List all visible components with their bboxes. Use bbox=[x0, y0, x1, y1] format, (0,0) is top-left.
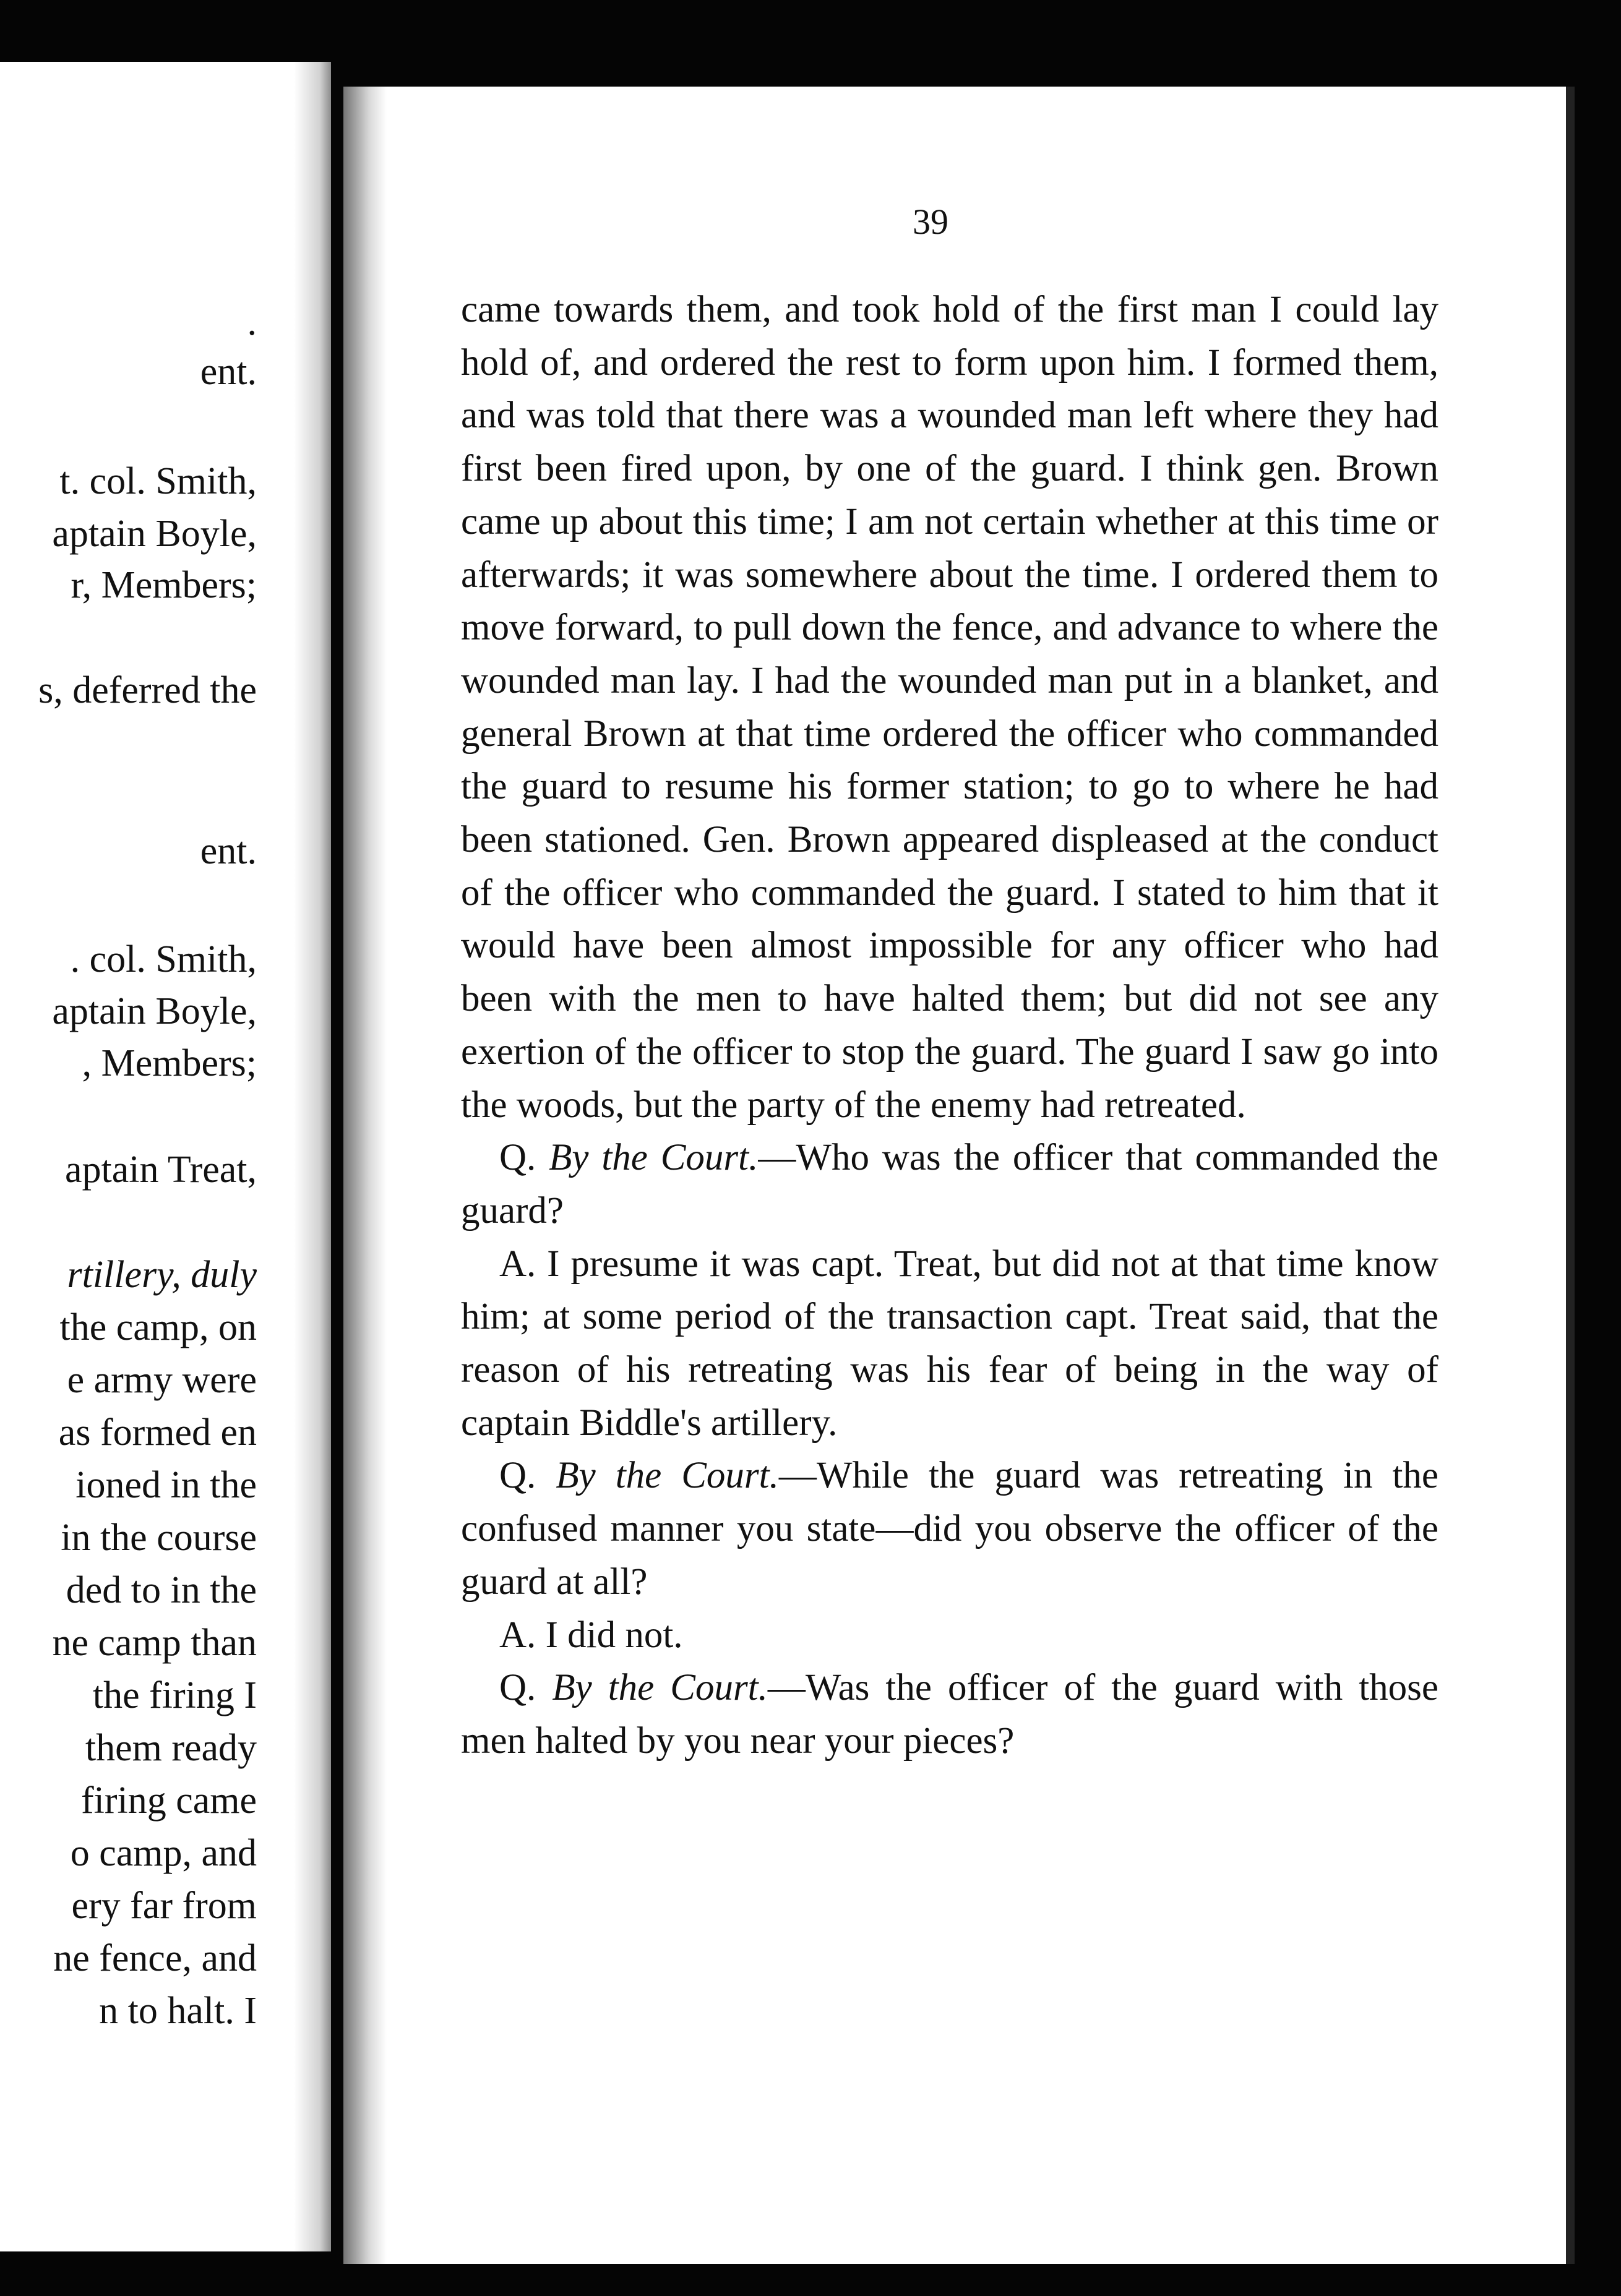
left-line: s, deferred the bbox=[38, 669, 257, 711]
left-line: aptain Boyle, bbox=[52, 513, 257, 555]
by-the-court: By the Court. bbox=[556, 1455, 779, 1497]
answer-marker: A. bbox=[499, 1614, 536, 1656]
left-facing-page bbox=[0, 62, 331, 2251]
left-line: rtillery, duly bbox=[67, 1254, 257, 1296]
body-text bbox=[461, 283, 1438, 1768]
by-the-court: By the Court. bbox=[552, 1667, 768, 1709]
left-line: r, Members; bbox=[71, 564, 257, 606]
paragraph-text: came towards them, and took hold of the first man I could lay hold of, and ordered the rest to form upon him. I formed them, and was told that there was a wounded man left where they had first been fired upon, by one of the guard. I think gen. Brown came up about this time; I am not certain whether at this time or afterwards; it was somewhere about the time. I ordered them to move forward, to pull down the fence, and advance to where the wounded man lay. I had the wounded man put in a blanket, and general Brown at that time ordered the officer who commanded the guard to resume his former station; to go to where he had been stationed. Gen. Brown appeared displeased at the conduct of the officer who commanded the guard. I stated to him that it would have been almost impossible for any officer who had been with the men to have halted them; but did not see any exertion of the officer to stop the guard. The guard I saw go into the woods, but the party of the enemy had retreated. bbox=[461, 289, 1438, 1126]
question-marker: Q. bbox=[499, 1137, 536, 1179]
left-line: the firing I bbox=[92, 1674, 257, 1716]
left-line: aptain Treat, bbox=[65, 1149, 257, 1191]
question-text: —Was the officer of the guard with those men halted by you near your pieces? bbox=[461, 1667, 1438, 1762]
left-line: o camp, and bbox=[70, 1832, 257, 1874]
spine-shadow bbox=[343, 87, 387, 2264]
answer-text: I presume it was capt. Treat, but did not at that time know him; at some period of the transaction capt. Treat said, that the reason of his retreating was his fear of being in the way of captain Biddle's artillery. bbox=[461, 1243, 1438, 1444]
left-line: n to halt. I bbox=[99, 1990, 257, 2032]
left-line: e army were bbox=[67, 1359, 257, 1401]
left-line: ne fence, and bbox=[53, 1937, 257, 1979]
page-edge bbox=[1566, 87, 1575, 2264]
left-line: , Members; bbox=[82, 1042, 257, 1084]
answer-paragraph bbox=[461, 1238, 1438, 1450]
question-marker: Q. bbox=[499, 1667, 536, 1709]
left-line: t. col. Smith, bbox=[59, 460, 257, 502]
by-the-court: By the Court. bbox=[549, 1137, 759, 1179]
left-line: ioned in the bbox=[75, 1464, 257, 1506]
answer-marker: A. bbox=[499, 1243, 536, 1285]
page-number: 39 bbox=[913, 202, 948, 242]
question-paragraph bbox=[461, 1449, 1438, 1608]
answer-paragraph bbox=[461, 1609, 1438, 1662]
gutter-shadow bbox=[294, 62, 331, 2251]
left-line: aptain Boyle, bbox=[52, 990, 257, 1032]
answer-text: I did not. bbox=[545, 1614, 683, 1656]
left-line: ent. bbox=[200, 351, 257, 393]
left-line: . bbox=[247, 301, 257, 343]
left-line: the camp, on bbox=[59, 1306, 257, 1348]
left-line: ded to in the bbox=[66, 1569, 257, 1611]
question-marker: Q. bbox=[499, 1455, 536, 1497]
left-line: ent. bbox=[200, 830, 257, 872]
left-line: in the course bbox=[61, 1517, 257, 1559]
left-line: ery far from bbox=[71, 1885, 257, 1927]
question-paragraph bbox=[461, 1131, 1438, 1237]
left-line: ne camp than bbox=[52, 1622, 257, 1664]
left-line: . col. Smith, bbox=[70, 938, 257, 980]
left-line: as formed en bbox=[58, 1411, 257, 1454]
left-line: them ready bbox=[85, 1727, 257, 1769]
left-line: firing came bbox=[80, 1780, 257, 1822]
paragraph bbox=[461, 283, 1438, 1131]
question-text: —While the guard was retreating in the confused manner you state—did you observe the officer of the guard at all? bbox=[461, 1455, 1438, 1603]
question-paragraph bbox=[461, 1661, 1438, 1767]
question-text: —Who was the officer that commanded the guard? bbox=[461, 1137, 1439, 1232]
